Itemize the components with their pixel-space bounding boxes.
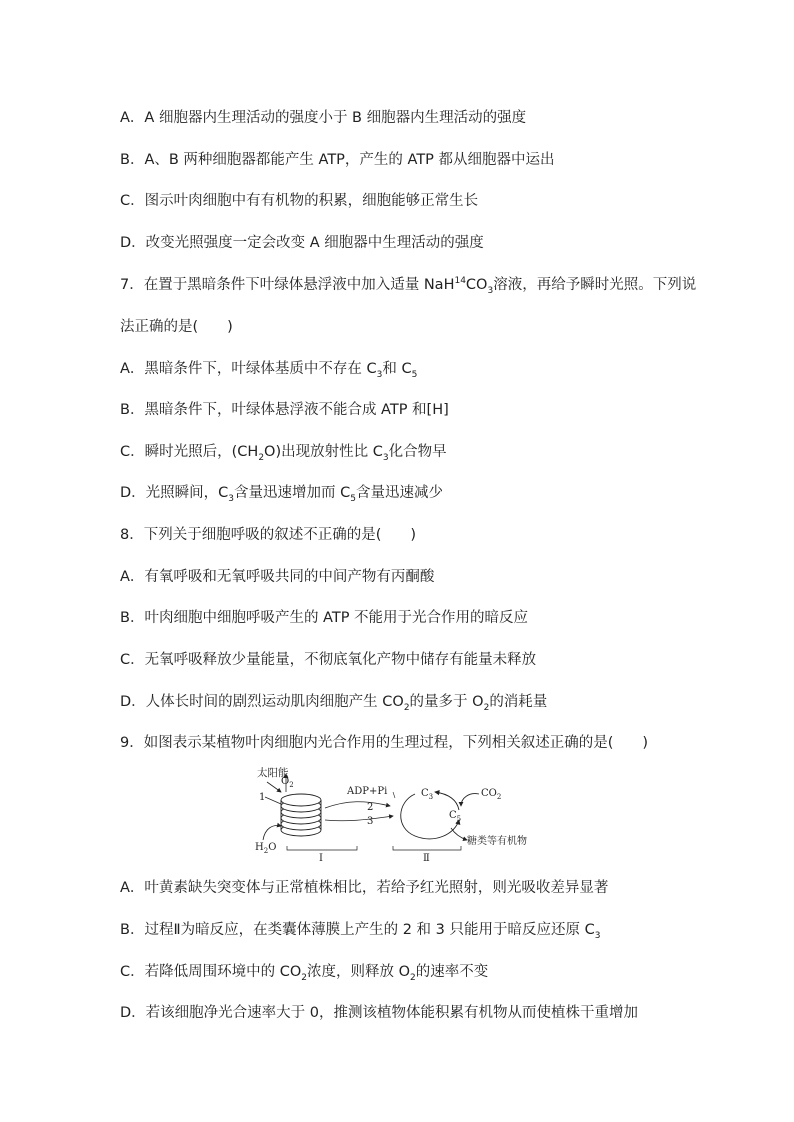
q9-option-d: D．若该细胞净光合速率大于 0，推测该植物体能积累有机物从而使植株干重增加 xyxy=(120,1005,638,1021)
c5-label: $C_5$ xyxy=(449,810,462,823)
q8-option-c: C．无氧呼吸释放少量能量，不彻底氧化产物中储存有能量未释放 xyxy=(120,652,537,668)
label-2: 2 xyxy=(367,802,374,813)
q6-option-d: D．改变光照强度一定会改变 A 细胞器中生理活动的强度 xyxy=(120,235,484,251)
light-arrow xyxy=(267,782,281,792)
stage-2-label: Ⅱ xyxy=(423,853,430,862)
q9-option-b: B．过程Ⅱ为暗反应，在类囊体薄膜上产生的 2 和 3 只能用于暗反应还原 $C_3$ xyxy=(120,922,601,941)
calvin-cycle-arc-right xyxy=(435,792,459,810)
q9-option-c: C．若降低周围环境中的 $CO_2$浓度，则释放 $O_2$的速率不变 xyxy=(120,964,489,983)
q9-stem: 9．如图表示某植物叶肉细胞内光合作用的生理过程，下列相关叙述正确的是( ) xyxy=(120,735,649,751)
product-2-arrow xyxy=(325,802,390,808)
co2-label: $CO_2$ xyxy=(481,788,502,801)
stage-1-label: Ⅰ xyxy=(319,853,323,862)
solar-energy-label: 太阳能 xyxy=(257,767,289,779)
stage-1-bracket xyxy=(287,846,357,850)
sugar-label: 糖类等有机物 xyxy=(467,836,527,847)
q7-option-c: C．瞬时光照后，$(CH_2O)$出现放射性比 $C_3$化合物早 xyxy=(120,444,447,463)
label-1: 1 xyxy=(259,792,266,803)
photosynthesis-diagram xyxy=(255,762,545,862)
label-1-leader xyxy=(265,797,281,804)
q7-option-b: B．黑暗条件下，叶绿体悬浮液不能合成 ATP 和[H] xyxy=(120,402,449,418)
product-3-arrow xyxy=(325,816,393,821)
q8-option-a: A．有氧呼吸和无氧呼吸共同的中间产物有丙酮酸 xyxy=(120,569,435,585)
adp-pi-label: ADP+Pi xyxy=(347,786,388,797)
water-arrow xyxy=(263,826,281,840)
oxygen-label: $O_2$ xyxy=(281,776,294,789)
stage-2-bracket xyxy=(393,846,461,850)
q7-stem: 7．在置于黑暗条件下叶绿体悬浮液中加入适量 $NaH^{14}CO_3$溶液，再给予瞬时光照。下列说 xyxy=(120,276,697,296)
q7-option-a: A．黑暗条件下，叶绿体基质中不存在 $C_3$和 $C_5$ xyxy=(120,361,418,380)
q8-option-d: D．人体长时间的剧烈运动肌肉细胞产生 $CO_2$的量多于 $O_2$的消耗量 xyxy=(120,694,548,713)
co2-arrow xyxy=(461,794,479,806)
q7-option-d: D．光照瞬间，$C_3$含量迅速增加而 $C_5$含量迅速减少 xyxy=(120,485,443,504)
q6-option-b: B．A、B 两种细胞器都能产生 ATP，产生的 ATP 都从细胞器中运出 xyxy=(120,152,555,168)
adp-connector xyxy=(393,792,395,798)
q6-option-a: A．A 细胞器内生理活动的强度小于 B 细胞器内生理活动的强度 xyxy=(120,110,527,126)
q9-option-a: A．叶黄素缺失突变体与正常植株相比，若给予红光照射，则光吸收差异显著 xyxy=(120,880,609,896)
water-label: $H_2O$ xyxy=(255,842,277,855)
q7-stem-continued: 法正确的是( ) xyxy=(120,319,233,335)
label-3: 3 xyxy=(367,816,374,827)
c3-label: $C_3$ xyxy=(421,788,434,801)
granum-stack xyxy=(281,794,321,836)
q6-option-c: C．图示叶肉细胞中有有机物的积累，细胞能够正常生长 xyxy=(120,193,479,209)
q8-option-b: B．叶肉细胞中细胞呼吸产生的 ATP 不能用于光合作用的暗反应 xyxy=(120,610,529,626)
q8-stem: 8．下列关于细胞呼吸的叙述不正确的是( ) xyxy=(120,527,417,543)
